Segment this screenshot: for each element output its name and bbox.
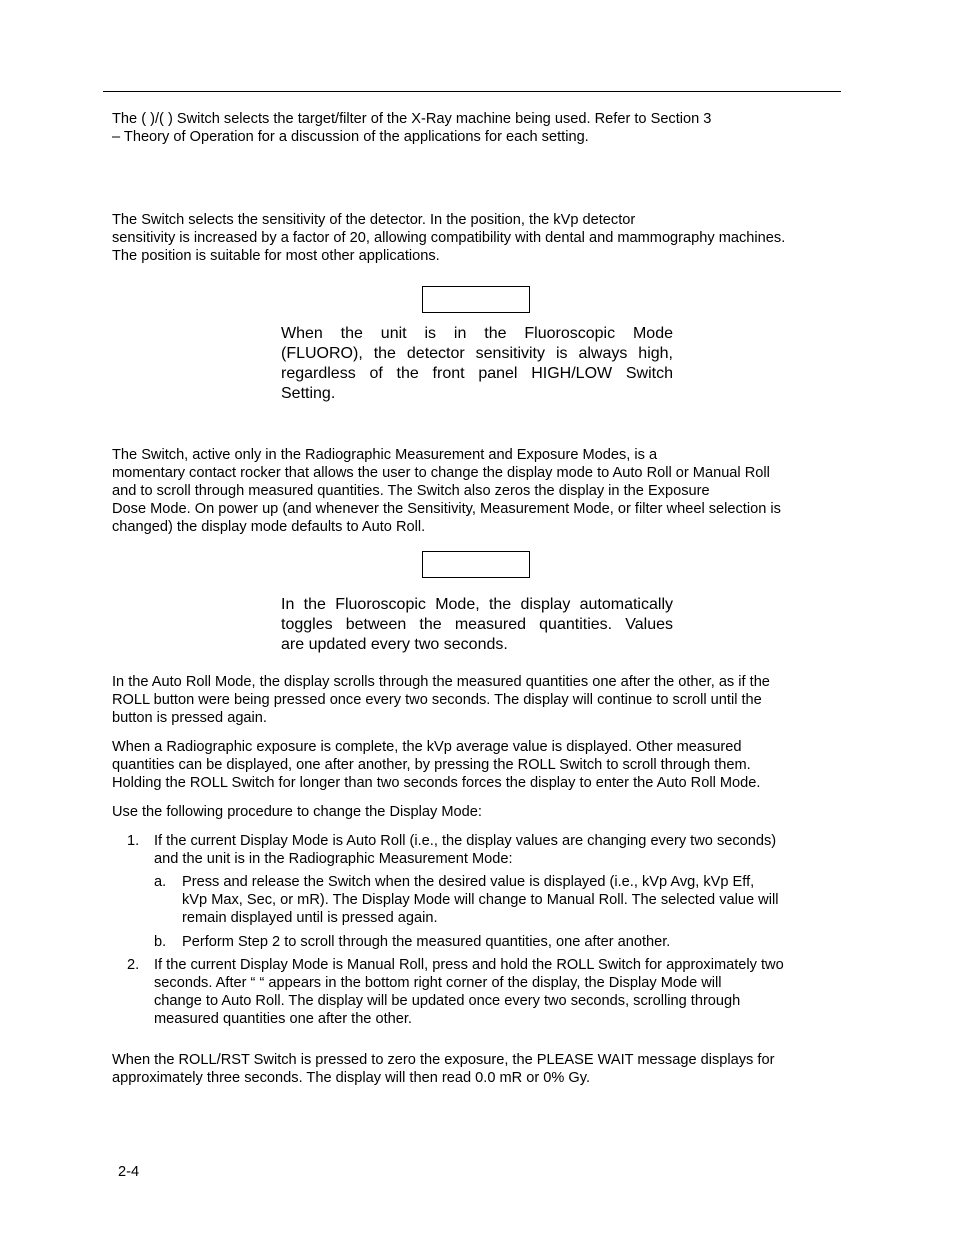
text-line: Use the following procedure to change the Display Mode: bbox=[112, 804, 482, 820]
fluoro-sensitivity-note bbox=[281, 324, 673, 404]
text-line: ROLL button were being pressed once every two seconds. The display will continue to scroll until the bbox=[112, 692, 762, 708]
text-line: changed) the display mode defaults to Auto Roll. bbox=[112, 519, 426, 535]
text-line: The Switch selects the sensitivity of the detector. In the position, the kVp detector bbox=[112, 212, 636, 228]
radiographic-exposure-paragraph bbox=[112, 738, 842, 792]
text-line: When a Radiographic exposure is complete, the kVp average value is displayed. Other measured bbox=[112, 739, 742, 755]
step-2-number: 2. bbox=[127, 957, 140, 973]
target-filter-paragraph bbox=[112, 110, 842, 146]
auto-roll-paragraph bbox=[112, 673, 842, 727]
text-line: In the Fluoroscopic Mode, the display automatically bbox=[281, 596, 673, 613]
step-1a-letter: a. bbox=[154, 874, 167, 890]
text-line: Holding the ROLL Switch for longer than two seconds forces the display to enter the Auto Roll Mode. bbox=[112, 775, 761, 791]
roll-rst-paragraph bbox=[112, 1051, 842, 1087]
text-line: are updated every two seconds. bbox=[281, 636, 508, 653]
fluoro-display-note bbox=[281, 595, 673, 655]
roll-switch-paragraph bbox=[112, 446, 842, 536]
text-line: approximately three seconds. The display will then read 0.0 mR or 0% Gy. bbox=[112, 1070, 591, 1086]
text-line: Setting. bbox=[281, 385, 336, 402]
text-line: seconds. After “ “ appears in the bottom right corner of the display, the Display Mode will bbox=[154, 975, 722, 991]
text-line: Press and release the Switch when the desired value is displayed (i.e., kVp Avg, kVp Eff, bbox=[182, 874, 755, 890]
text-line: (FLUORO), the detector sensitivity is always high, bbox=[281, 345, 673, 362]
text-line: momentary contact rocker that allows the user to change the display mode to Auto Roll or Manual Roll bbox=[112, 465, 770, 481]
text-line: remain displayed until is pressed again. bbox=[182, 910, 438, 926]
step-2-text bbox=[154, 956, 784, 1028]
step-1 bbox=[127, 832, 777, 868]
note-heading-box-2 bbox=[422, 551, 530, 578]
text-line: change to Auto Roll. The display will be updated once every two seconds, scrolling through bbox=[154, 993, 741, 1009]
step-1a-text bbox=[182, 873, 778, 927]
text-line: – Theory of Operation for a discussion of the applications for each setting. bbox=[112, 129, 589, 145]
text-line: sensitivity is increased by a factor of 20, allowing compatibility with dental and mammography machines. bbox=[112, 230, 786, 246]
text-line: If the current Display Mode is Auto Roll (i.e., the display values are changing every two seconds) bbox=[154, 833, 777, 849]
text-line: If the current Display Mode is Manual Roll, press and hold the ROLL Switch for approximately two bbox=[154, 957, 784, 973]
step-1a bbox=[154, 873, 779, 927]
text-line: Dose Mode. On power up (and whenever the Sensitivity, Measurement Mode, or filter wheel selection is bbox=[112, 501, 781, 517]
text-line: measured quantities one after the other. bbox=[154, 1011, 412, 1027]
text-line: and to scroll through measured quantities. The Switch also zeros the display in the Exposure bbox=[112, 483, 710, 499]
step-2 bbox=[127, 956, 784, 1028]
text-line: The position is suitable for most other applications. bbox=[112, 248, 440, 264]
step-1-number: 1. bbox=[127, 833, 140, 849]
procedure-intro bbox=[112, 803, 842, 821]
header-rule bbox=[103, 91, 841, 92]
text-line: The Switch, active only in the Radiographic Measurement and Exposure Modes, is a bbox=[112, 447, 658, 463]
text-line: Perform Step 2 to scroll through the measured quantities, one after another. bbox=[182, 934, 671, 950]
text-line: quantities can be displayed, one after another, by pressing the ROLL Switch to scroll through them. bbox=[112, 757, 751, 773]
sensitivity-paragraph bbox=[112, 211, 842, 265]
text-line: toggles between the measured quantities. Values bbox=[281, 616, 673, 633]
text-line: The ( )/( ) Switch selects the target/filter of the X-Ray machine being used. Refer to Section 3 bbox=[112, 111, 712, 127]
text-line: and the unit is in the Radiographic Measurement Mode: bbox=[154, 851, 513, 867]
note-heading-box bbox=[422, 286, 530, 313]
text-line: regardless of the front panel HIGH/LOW Switch bbox=[281, 365, 673, 382]
step-1b-text bbox=[182, 933, 670, 951]
step-1b-letter: b. bbox=[154, 934, 167, 950]
step-1b bbox=[154, 933, 671, 951]
text-line: kVp Max, Sec, or mR). The Display Mode will change to Manual Roll. The selected value will bbox=[182, 892, 779, 908]
text-line: When the ROLL/RST Switch is pressed to zero the exposure, the PLEASE WAIT message displays for bbox=[112, 1052, 775, 1068]
text-line: button is pressed again. bbox=[112, 710, 267, 726]
page-number: 2-4 bbox=[118, 1164, 140, 1180]
text-line: When the unit is in the Fluoroscopic Mode bbox=[281, 325, 673, 342]
text-line: In the Auto Roll Mode, the display scrolls through the measured quantities one after the other, as if the bbox=[112, 674, 770, 690]
step-1-text bbox=[154, 832, 776, 868]
